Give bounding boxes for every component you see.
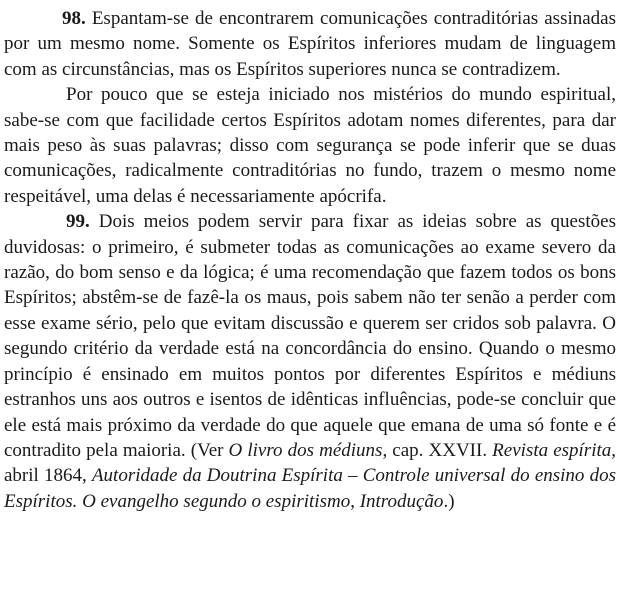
- paragraph-98-continuation-text: Por pouco que se esteja iniciado nos mistérios do mundo espiritual, sabe-se com que facilidade certos Espíritos adotam nomes diferentes, para dar mais peso às suas palavras; disso com segurança se pode inferir que se duas comunicações, radicalmente contraditórias no fundo, trazem o mesmo nome respeitável, uma delas é necessariamente apócrifa.: [4, 84, 616, 207]
- reference-separator-3: ,: [350, 490, 360, 512]
- reference-livro-dos-mediuns: O livro dos médiuns: [228, 439, 383, 461]
- paragraph-number-99: 99.: [66, 211, 90, 233]
- paragraph-98-continuation: [4, 82, 616, 209]
- paragraph-98: [4, 6, 616, 82]
- reference-separator-1: , cap. XXVII.: [382, 439, 493, 461]
- paragraph-99-text: Dois meios podem servir para fixar as ideias sobre as questões duvidosas: o primeiro, é submeter todas as comunicações ao exame severo da razão, do bom senso e da lógica; é uma recomendação que fazem todos os bons Espíritos; abstêm-se de fazê-la os maus, pois sabem não ter senão a perder com esse exame sério, pelo que evitam discussão e querem ser cridos sob palavra. O segundo critério da verdade está na concordância do ensino. Quando o mesmo princípio é ensinado em muitos pontos por diferentes Espíritos e médiuns estranhos uns aos outros e isentos de idênticas influências, pode-se concluir que ele está mais próximo da verdade do que aquele que emana de uma só fonte e é contradito pela maioria.: [4, 211, 616, 461]
- paragraph-number-98: 98.: [62, 8, 86, 29]
- paragraph-99: [4, 209, 616, 514]
- reference-open: (Ver: [190, 439, 229, 461]
- reference-close: .): [443, 490, 455, 512]
- paragraph-98-text: Espantam-se de encontrarem comunicações contraditórias assinadas por um mesmo nome. Somente os Espíritos inferiores mudam de linguagem com as circunstâncias, mas os Espíritos superiores nunca se contradizem.: [4, 8, 616, 80]
- reference-separator-2: , abril 1864,: [4, 439, 616, 487]
- reference-autoridade-evangelho: Autoridade da Doutrina Espírita – Controle universal do ensino dos Espíritos. O evangelho segundo o espiritismo: [4, 465, 616, 512]
- reference-introducao: Introdução: [359, 490, 444, 512]
- reference-revista-espirita: Revista espírita: [492, 439, 612, 461]
